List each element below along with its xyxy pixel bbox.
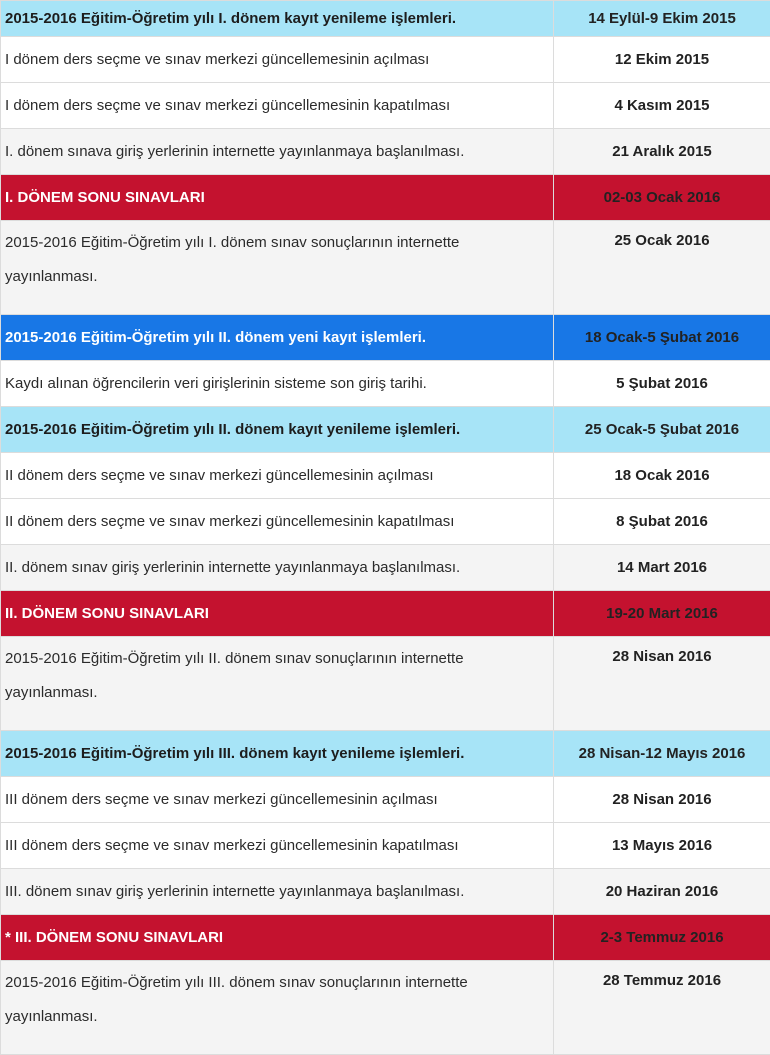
row-description: III dönem ders seçme ve sınav merkezi güncellemesinin açılması (1, 777, 554, 823)
row-date: 28 Temmuz 2016 (554, 961, 770, 1055)
table-row-exam (1, 175, 770, 221)
row-description: III. dönem sınav giriş yerlerinin internette yayınlanmaya başlanılması. (1, 869, 554, 915)
row-description: 2015-2016 Eğitim-Öğretim yılı III. dönem sınav sonuçlarının internette yayınlanması. (1, 961, 554, 1055)
row-date: 20 Haziran 2016 (554, 869, 770, 915)
row-description: I dönem ders seçme ve sınav merkezi güncellemesinin kapatılması (1, 83, 554, 129)
row-description: * III. DÖNEM SONU SINAVLARI (1, 915, 554, 961)
row-description: 2015-2016 Eğitim-Öğretim yılı II. dönem kayıt yenileme işlemleri. (1, 407, 554, 453)
row-description: II dönem ders seçme ve sınav merkezi güncellemesinin kapatılması (1, 499, 554, 545)
row-description: 2015-2016 Eğitim-Öğretim yılı I. dönem sınav sonuçlarının internette yayınlanması. (1, 221, 554, 315)
row-date: 25 Ocak 2016 (554, 221, 770, 315)
row-date: 18 Ocak-5 Şubat 2016 (554, 315, 770, 361)
row-description: 2015-2016 Eğitim-Öğretim yılı I. dönem kayıt yenileme işlemleri. (1, 1, 554, 37)
row-description: II. dönem sınav giriş yerlerinin internette yayınlanmaya başlanılması. (1, 545, 554, 591)
row-date: 4 Kasım 2015 (554, 83, 770, 129)
row-date: 19-20 Mart 2016 (554, 591, 770, 637)
row-date: 2-3 Temmuz 2016 (554, 915, 770, 961)
row-date: 18 Ocak 2016 (554, 453, 770, 499)
row-description: I. dönem sınava giriş yerlerinin internette yayınlanmaya başlanılması. (1, 129, 554, 175)
table-row (1, 961, 770, 1055)
row-date: 25 Ocak-5 Şubat 2016 (554, 407, 770, 453)
table-row (1, 823, 770, 869)
row-description: III dönem ders seçme ve sınav merkezi güncellemesinin kapatılması (1, 823, 554, 869)
table-row (1, 453, 770, 499)
row-date: 28 Nisan 2016 (554, 637, 770, 731)
table-row (1, 37, 770, 83)
table-row-renewal (1, 731, 770, 777)
row-date: 21 Aralık 2015 (554, 129, 770, 175)
row-date: 28 Nisan 2016 (554, 777, 770, 823)
table-row (1, 499, 770, 545)
table-row (1, 361, 770, 407)
table-row (1, 83, 770, 129)
row-description: 2015-2016 Eğitim-Öğretim yılı II. dönem sınav sonuçlarının internette yayınlanması. (1, 637, 554, 731)
table-row (1, 221, 770, 315)
row-description: Kaydı alınan öğrencilerin veri girişlerinin sisteme son giriş tarihi. (1, 361, 554, 407)
table-row (1, 129, 770, 175)
row-date: 12 Ekim 2015 (554, 37, 770, 83)
row-date: 14 Eylül-9 Ekim 2015 (554, 1, 770, 37)
table-row (1, 777, 770, 823)
row-description: 2015-2016 Eğitim-Öğretim yılı III. dönem kayıt yenileme işlemleri. (1, 731, 554, 777)
row-date: 02-03 Ocak 2016 (554, 175, 770, 221)
row-description: 2015-2016 Eğitim-Öğretim yılı II. dönem yeni kayıt işlemleri. (1, 315, 554, 361)
row-date: 13 Mayıs 2016 (554, 823, 770, 869)
table-row (1, 545, 770, 591)
row-description: II dönem ders seçme ve sınav merkezi güncellemesinin açılması (1, 453, 554, 499)
table-row-exam (1, 591, 770, 637)
table-row (1, 869, 770, 915)
row-date: 8 Şubat 2016 (554, 499, 770, 545)
table-row-renewal (1, 407, 770, 453)
table-row-exam (1, 915, 770, 961)
table-row-new-registration (1, 315, 770, 361)
table-row (1, 637, 770, 731)
row-description: II. DÖNEM SONU SINAVLARI (1, 591, 554, 637)
row-description: I. DÖNEM SONU SINAVLARI (1, 175, 554, 221)
row-date: 14 Mart 2016 (554, 545, 770, 591)
table-row-renewal (1, 1, 770, 37)
row-date: 28 Nisan-12 Mayıs 2016 (554, 731, 770, 777)
row-date: 5 Şubat 2016 (554, 361, 770, 407)
row-description: I dönem ders seçme ve sınav merkezi güncellemesinin açılması (1, 37, 554, 83)
